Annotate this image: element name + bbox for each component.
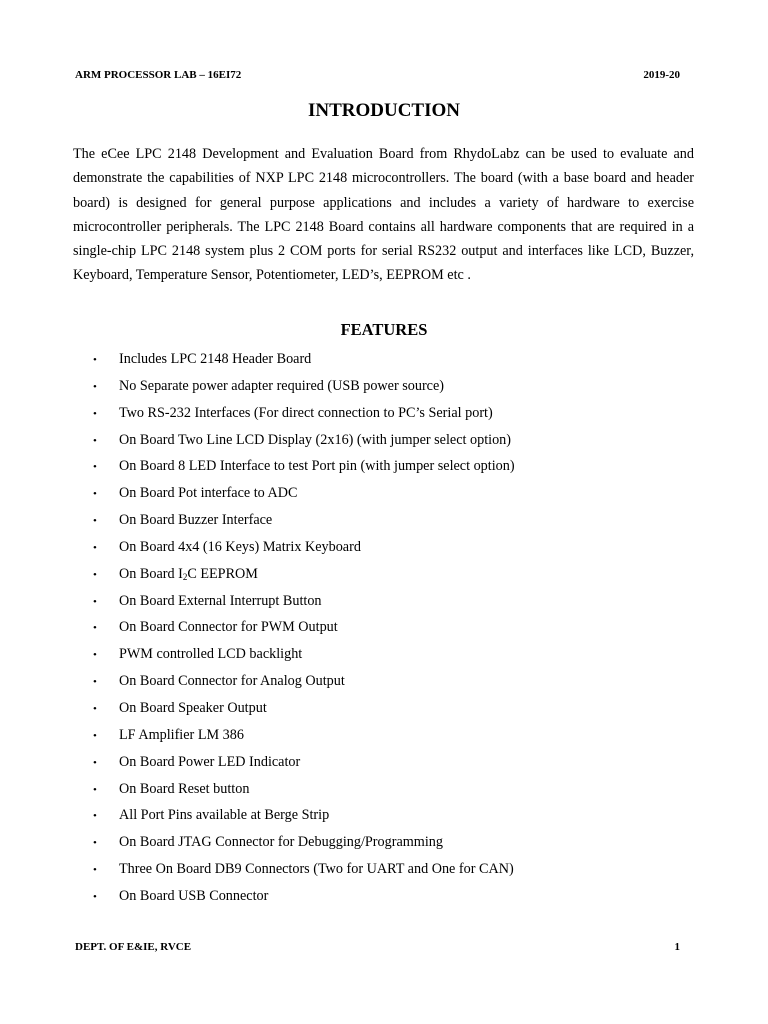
bullet-icon: • [93, 488, 97, 501]
bullet-icon: • [93, 649, 97, 662]
feature-item [93, 509, 515, 536]
bullet-icon: • [93, 515, 97, 528]
feature-item [93, 402, 515, 429]
intro-paragraph: The eCee LPC 2148 Development and Evaluation Board from RhydoLabz can be used to evaluate and demonstrate the capabilities of NXP LPC 2148 microcontrollers. The board (with a base board and header board) is designed for general purpose applications and includes a variety of hardware to exercise microcontroller peripherals. The LPC 2148 Board contains all hardware components that are required in a single-chip LPC 2148 system plus 2 COM ports for serial RS232 output and interfaces like LCD, Buzzer, Keyboard, Temperature Sensor, Potentiometer, LED’s, EEPROM etc . [73, 146, 694, 284]
feature-text: Three On Board DB9 Connectors (Two for UART and One for CAN) [119, 861, 514, 878]
bullet-icon: • [93, 810, 97, 823]
feature-item [93, 563, 515, 590]
feature-item [93, 670, 515, 697]
feature-item [93, 885, 515, 912]
bullet-icon: • [93, 676, 97, 689]
feature-text: LF Amplifier LM 386 [119, 726, 244, 743]
feature-text: On Board Connector for Analog Output [119, 673, 345, 690]
feature-item [93, 724, 515, 751]
feature-text [119, 566, 258, 582]
feature-text: On Board Pot interface to ADC [119, 485, 298, 502]
feature-item [93, 697, 515, 724]
feature-text: PWM controlled LCD backlight [119, 646, 303, 663]
feature-item [93, 536, 515, 563]
feature-text: On Board External Interrupt Button [119, 592, 322, 609]
feature-item [93, 616, 515, 643]
bullet-icon: • [93, 890, 97, 903]
bullet-icon: • [93, 864, 97, 877]
features-list [93, 348, 515, 912]
feature-text: On Board Speaker Output [119, 699, 267, 716]
footer-page-number: 1 [674, 941, 680, 953]
feature-item [93, 429, 515, 456]
feature-text: Includes LPC 2148 Header Board [119, 351, 312, 367]
feature-text-part: On Board I [119, 565, 183, 582]
feature-item [93, 643, 515, 670]
features-heading: FEATURES [340, 320, 428, 339]
bullet-icon: • [93, 434, 97, 447]
feature-item [93, 751, 515, 778]
bullet-icon: • [93, 595, 97, 608]
feature-text: No Separate power adapter required (USB power source) [119, 377, 445, 394]
feature-item [93, 455, 515, 482]
feature-text-subscript: 2 [182, 571, 188, 582]
bullet-icon: • [93, 729, 97, 742]
page-title: INTRODUCTION [307, 100, 461, 121]
bullet-icon: • [93, 837, 97, 850]
feature-item [93, 482, 515, 509]
bullet-icon: • [93, 568, 97, 581]
bullet-icon: • [93, 380, 97, 393]
feature-text-part: C EEPROM [187, 565, 258, 582]
header-academic-year: 2019-20 [643, 69, 680, 81]
feature-text: On Board 8 LED Interface to test Port pin (with jumper select option) [119, 458, 515, 475]
footer-department: DEPT. OF E&IE, RVCE [75, 941, 192, 953]
bullet-icon: • [93, 756, 97, 769]
feature-item [93, 778, 515, 805]
feature-text: Two RS-232 Interfaces (For direct connection to PC’s Serial port) [119, 404, 493, 421]
feature-item [93, 858, 515, 885]
feature-text: On Board 4x4 (16 Keys) Matrix Keyboard [119, 538, 361, 555]
feature-text: On Board Connector for PWM Output [119, 619, 338, 636]
feature-text: On Board Reset button [119, 780, 250, 797]
bullet-icon: • [93, 541, 97, 554]
feature-text: On Board JTAG Connector for Debugging/Programming [119, 834, 443, 851]
feature-item [93, 348, 515, 375]
bullet-icon: • [93, 783, 97, 796]
bullet-icon: • [93, 702, 97, 715]
feature-item [93, 831, 515, 858]
bullet-icon: • [93, 354, 97, 366]
feature-text: On Board Power LED Indicator [119, 753, 301, 770]
feature-item [93, 590, 515, 617]
feature-item [93, 375, 515, 402]
feature-text: All Port Pins available at Berge Strip [119, 807, 330, 824]
bullet-icon: • [93, 622, 97, 635]
feature-text: On Board USB Connector [119, 887, 269, 904]
feature-item [93, 804, 515, 831]
feature-text: On Board Buzzer Interface [119, 512, 273, 529]
feature-text: On Board Two Line LCD Display (2x16) (with jumper select option) [119, 431, 511, 448]
bullet-icon: • [93, 407, 97, 420]
bullet-icon: • [93, 461, 97, 474]
header-course-title: ARM PROCESSOR LAB – 16EI72 [75, 69, 242, 81]
